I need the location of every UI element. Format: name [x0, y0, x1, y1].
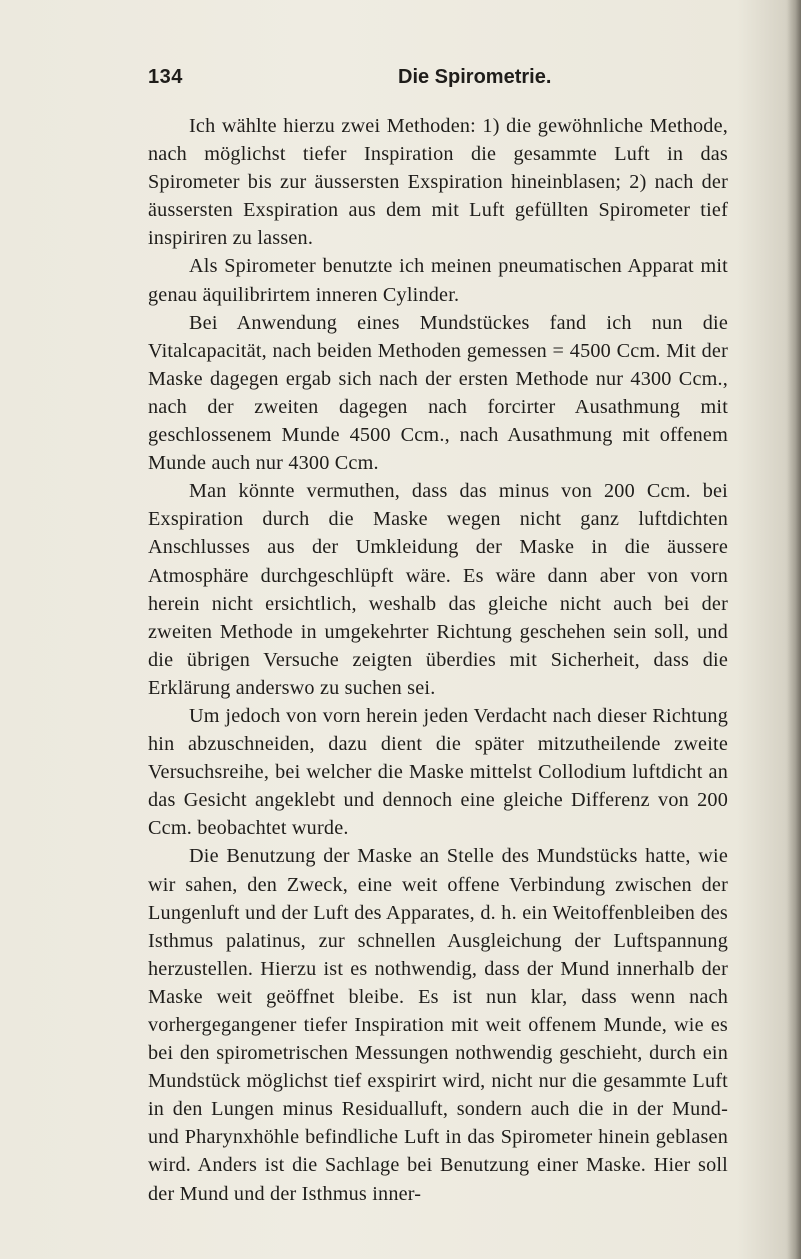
page-header: [148, 66, 720, 96]
page-number: 134: [148, 66, 183, 88]
page-edge-shadow: [787, 0, 801, 1259]
paragraph: Bei Anwendung eines Mundstückes fand ich nun die Vitalcapacität, nach beiden Methoden gemessen = 4500 Ccm. Mit der Maske dagegen ergab sich nach der ersten Methode nur 4300 Ccm., nach der zweiten dagegen nach forcirter Ausathmung mit geschlossenem Munde 4500 Ccm., nach Ausathmung mit offenem Munde auch nur 4300 Ccm.: [148, 311, 728, 475]
body-text: [148, 112, 728, 1208]
paragraph: Man könnte vermuthen, dass das minus von 200 Ccm. bei Exspiration durch die Maske wegen nicht ganz luftdichten Anschlusses aus der Umkleidung der Maske in die äussere Atmosphäre durchgeschlüpft wäre. Es wäre dann aber von vorn herein nicht ersichtlich, weshalb das gleiche nicht auch bei der zweiten Methode in umgekehrter Richtung geschehen sein soll, und die übrigen Versuche zeigten überdies mit Sicherheit, dass die Erklärung anderswo zu suchen sei.: [148, 480, 728, 699]
paragraph: Um jedoch von vorn herein jeden Verdacht nach dieser Richtung hin abzuschneiden, dazu dient die später mitzutheilende zweite Versuchsreihe, bei welcher die Maske mittelst Collodium luftdicht an das Gesicht angeklebt und dennoch eine gleiche Differenz von 200 Ccm. beobachtet wurde.: [148, 704, 728, 840]
paragraph: Die Benutzung der Maske an Stelle des Mundstücks hatte, wie wir sahen, den Zweck, eine weit offene Verbindung zwischen der Lungenluft und der Luft des Apparates, d. h. ein Weitoffenbleiben des Isthmus palatinus, zur schnellen Ausgleichung der Luftspannung herzustellen. Hierzu ist es nothwendig, dass der Mund innerhalb der Maske weit geöffnet bleibe. Es ist nun klar, dass wenn nach vorhergegangener tiefer Inspiration mit weit offenem Munde, wie es bei den spirometrischen Messungen nothwendig geschieht, durch ein Mundstück möglichst tief exspirirt wird, nicht nur die gesammte Luft in den Lungen minus Residualluft, sondern auch die in der Mund- und Pharynxhöhle befindliche Luft in das Spirometer hinein geblasen wird. Anders ist die Sachlage bei Benutzung einer Maske. Hier soll der Mund und der Isthmus inner-: [148, 845, 728, 1205]
paragraph: Ich wählte hierzu zwei Methoden: 1) die gewöhnliche Methode, nach möglichst tiefer Inspiration die gesammte Luft in das Spirometer bis zur äussersten Exspiration hineinblasen; 2) nach der äussersten Exspiration aus dem mit Luft gefüllten Spirometer tief inspiriren zu lassen.: [148, 115, 728, 250]
paragraph: Als Spirometer benutzte ich meinen pneumatischen Apparat mit genau äquilibrirtem inneren Cylinder.: [148, 255, 728, 306]
running-head: Die Spirometrie.: [398, 66, 552, 88]
